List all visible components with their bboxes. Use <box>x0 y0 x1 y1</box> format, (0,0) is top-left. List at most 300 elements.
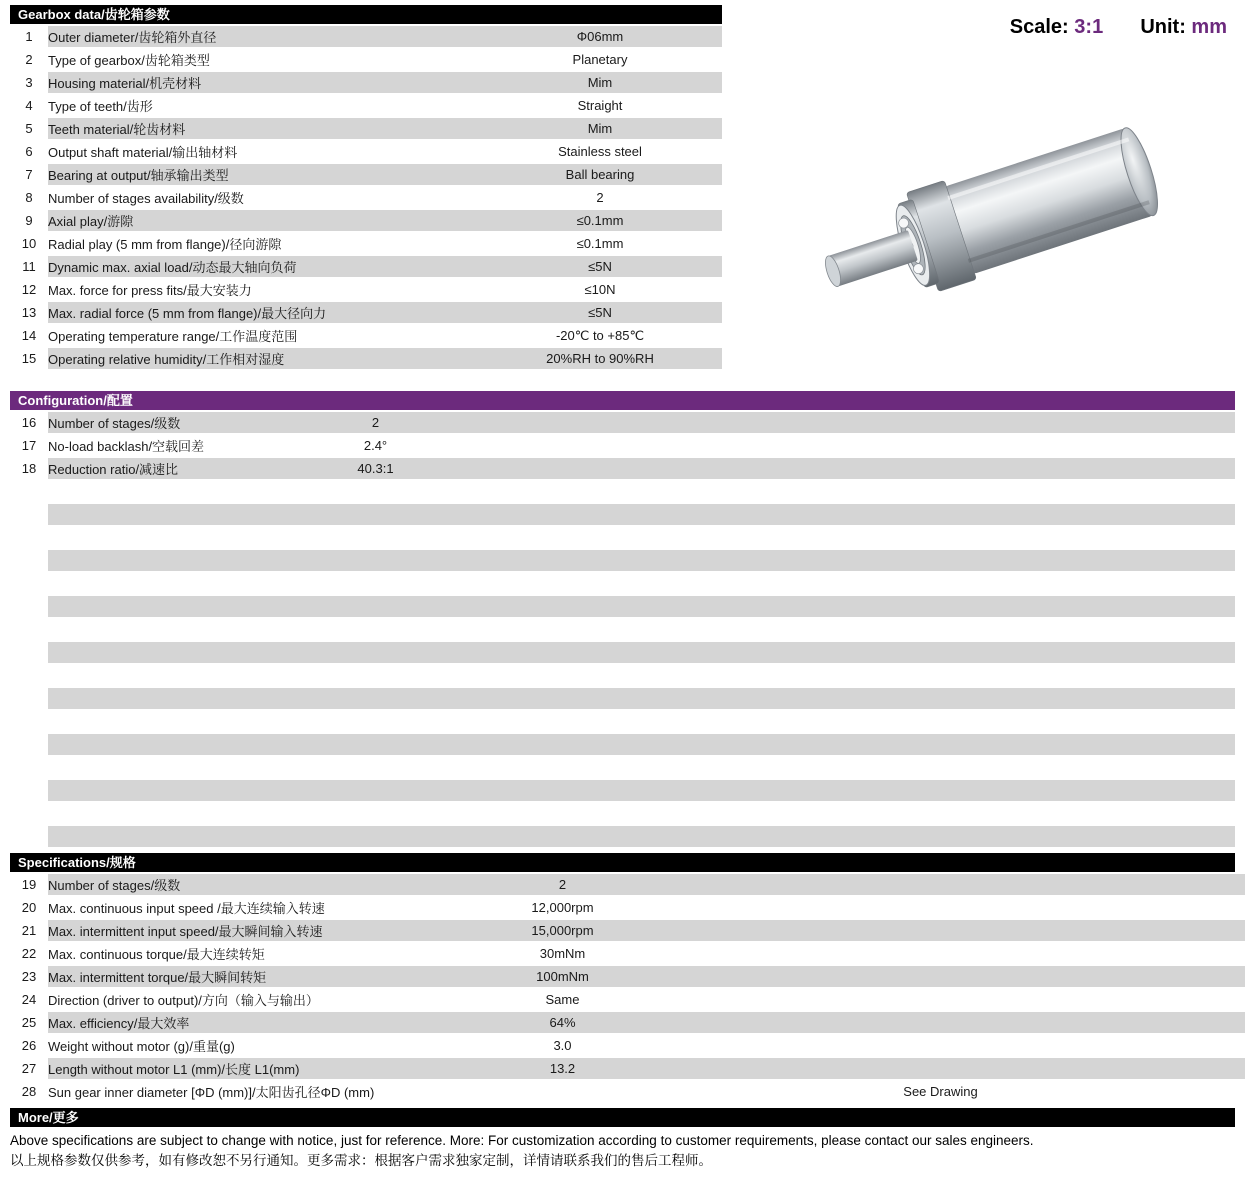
table-row <box>10 412 1235 433</box>
table-row <box>10 348 722 369</box>
row-value-empty <box>853 504 1044 525</box>
row-value-empty <box>1035 1058 1224 1079</box>
row-value: 2.4° <box>363 438 388 453</box>
table-row <box>10 49 722 70</box>
row-value-empty <box>662 688 853 709</box>
row-index: 3 <box>25 75 33 90</box>
row-index: 6 <box>25 144 33 159</box>
table-row <box>10 966 1245 987</box>
row-value-empty <box>1224 1035 1245 1056</box>
table-row <box>10 642 1235 663</box>
row-value <box>280 596 471 617</box>
row-value-empty <box>1035 920 1224 941</box>
row-value-empty <box>662 665 853 686</box>
row-label: Housing material/机壳材料 <box>48 72 478 93</box>
row-value: 12,000rpm <box>531 900 594 915</box>
row-value <box>280 780 471 801</box>
row-value <box>280 665 471 686</box>
row-value: Straight <box>577 98 623 113</box>
row-value <box>280 550 471 571</box>
row-value-empty <box>1224 1012 1245 1033</box>
row-index <box>10 573 48 594</box>
row-value-empty <box>471 573 662 594</box>
row-value: ≤0.1mm <box>576 236 624 251</box>
table-row <box>10 1081 1245 1102</box>
row-value-empty <box>662 803 853 824</box>
row-index: 16 <box>21 415 37 430</box>
row-index <box>10 711 48 732</box>
row-value-empty <box>853 734 1044 755</box>
row-value-empty <box>846 989 1035 1010</box>
row-value-empty <box>662 573 853 594</box>
row-value-empty <box>471 550 662 571</box>
table-row <box>10 688 1235 709</box>
row-label <box>48 504 280 525</box>
row-index: 10 <box>21 236 37 251</box>
row-value-empty <box>1035 989 1224 1010</box>
row-value: 3.0 <box>553 1038 572 1053</box>
unit-value: mm <box>1191 16 1227 38</box>
row-value-empty <box>1044 573 1235 594</box>
row-index <box>10 481 48 502</box>
row-value-empty <box>853 573 1044 594</box>
table-row <box>10 72 722 93</box>
row-label: No-load backlash/空载回差 <box>48 439 205 454</box>
row-label: Max. continuous torque/最大连续转矩 <box>48 947 265 962</box>
table-row <box>10 943 1245 964</box>
row-label <box>48 711 280 732</box>
row-value-empty <box>471 711 662 732</box>
row-value-empty <box>1044 596 1235 617</box>
row-value-empty <box>853 665 1044 686</box>
row-value-empty <box>1044 803 1235 824</box>
row-value: 13.2 <box>468 1058 657 1079</box>
table-row <box>10 596 1235 617</box>
table-row <box>10 256 722 277</box>
row-value-empty <box>853 550 1044 571</box>
row-label: Max. radial force (5 mm from flange)/最大径向力 <box>48 302 478 323</box>
row-index <box>10 688 48 709</box>
row-value-empty <box>1044 826 1235 847</box>
specifications-table <box>10 872 1245 1104</box>
row-value-empty <box>1044 458 1235 479</box>
row-label <box>48 527 280 548</box>
row-label <box>48 619 280 640</box>
row-value-empty <box>657 897 846 918</box>
row-value-empty <box>846 1012 1035 1033</box>
row-value <box>280 527 471 548</box>
row-value-empty <box>662 481 853 502</box>
row-value-empty <box>662 458 853 479</box>
row-index: 11 <box>22 259 36 274</box>
row-label: Sun gear inner diameter [ΦD (mm)]/太阳齿孔径ΦD (mm) <box>48 1085 375 1100</box>
row-label: Max. continuous input speed /最大连续输入转速 <box>48 901 325 916</box>
row-value-empty <box>471 596 662 617</box>
disclaimer-note-en: Above specifications are subject to change with notice, just for reference. More: For customization according to customer requirements, please contact our sales engineers. <box>10 1133 1034 1148</box>
row-index <box>10 826 48 847</box>
row-value-empty <box>1224 874 1245 895</box>
row-value-empty <box>853 711 1044 732</box>
row-index <box>10 619 48 640</box>
gearbox-data-table <box>10 24 722 371</box>
table-row <box>10 325 722 346</box>
row-value-empty <box>657 1035 846 1056</box>
table-row <box>10 95 722 116</box>
row-label <box>48 596 280 617</box>
table-row <box>10 435 1235 456</box>
row-index: 25 <box>21 1015 37 1030</box>
row-value: ≤0.1mm <box>478 210 722 231</box>
row-value-empty <box>1044 504 1235 525</box>
row-label <box>48 688 280 709</box>
more-section <box>10 1108 1235 1171</box>
row-index: 14 <box>21 328 37 343</box>
table-row <box>10 458 1235 479</box>
row-value-empty <box>662 757 853 778</box>
row-value-empty <box>471 435 662 456</box>
row-value-empty <box>846 1058 1035 1079</box>
row-label <box>48 642 280 663</box>
row-value-empty <box>853 619 1044 640</box>
row-value-empty <box>853 757 1044 778</box>
disclaimer-note <box>10 1127 1235 1171</box>
row-value-empty <box>1044 734 1235 755</box>
row-index: 9 <box>25 213 33 228</box>
row-value <box>280 734 471 755</box>
row-label: Max. force for press fits/最大安装力 <box>48 283 252 298</box>
row-value: Mim <box>478 118 722 139</box>
row-value-empty <box>1224 1058 1245 1079</box>
row-value-empty <box>662 550 853 571</box>
row-value-empty <box>1044 642 1235 663</box>
table-row <box>10 734 1235 755</box>
row-value-empty <box>471 780 662 801</box>
row-value <box>280 481 471 502</box>
row-value: -20℃ to +85℃ <box>555 327 645 343</box>
row-value-empty <box>1044 711 1235 732</box>
row-value-empty <box>657 920 846 941</box>
row-index: 13 <box>21 305 37 320</box>
row-value <box>280 619 471 640</box>
table-row <box>10 504 1235 525</box>
row-label <box>48 550 280 571</box>
row-value-empty <box>662 435 853 456</box>
row-value-empty <box>1044 780 1235 801</box>
table-row <box>10 1012 1245 1033</box>
row-value-empty <box>853 458 1044 479</box>
row-value-empty <box>1035 1012 1224 1033</box>
row-label <box>48 665 280 686</box>
row-value-empty <box>853 780 1044 801</box>
row-value-empty <box>846 920 1035 941</box>
row-label: Axial play/游隙 <box>48 210 478 231</box>
row-value <box>280 803 471 824</box>
row-label: Number of stages/级数 <box>48 874 468 895</box>
row-value-empty <box>662 596 853 617</box>
row-index: 12 <box>21 282 37 297</box>
row-value-empty <box>662 642 853 663</box>
row-label: Output shaft material/输出轴材料 <box>48 145 238 160</box>
table-row <box>10 711 1235 732</box>
row-value-empty <box>471 412 662 433</box>
gearbox-data-section <box>10 5 722 371</box>
row-value-empty <box>662 527 853 548</box>
row-index <box>10 527 48 548</box>
row-index: 19 <box>21 877 37 892</box>
row-value-empty <box>1044 757 1235 778</box>
table-row <box>10 164 722 185</box>
row-value-empty <box>471 688 662 709</box>
row-label: Operating relative humidity/工作相对湿度 <box>48 348 478 369</box>
row-index: 4 <box>25 98 33 113</box>
row-value-empty <box>657 943 846 964</box>
row-value: 2 <box>468 874 657 895</box>
row-index: 17 <box>21 438 37 453</box>
configuration-section <box>10 391 1235 872</box>
planetary-gearbox-illustration <box>805 110 1225 310</box>
gearbox-section-header: Gearbox data/齿轮箱参数 <box>10 5 722 24</box>
row-value-empty <box>846 1035 1035 1056</box>
row-index: 23 <box>21 969 37 984</box>
table-row <box>10 897 1245 918</box>
row-index <box>10 780 48 801</box>
row-value: Same <box>545 992 580 1007</box>
gearbox-product-image <box>805 110 1225 310</box>
row-value: Stainless steel <box>558 144 642 159</box>
table-row <box>10 26 722 47</box>
row-value-empty <box>1044 550 1235 571</box>
row-value: 40.3:1 <box>280 458 471 479</box>
row-value-empty <box>853 481 1044 502</box>
row-index: 1 <box>25 29 33 44</box>
table-row <box>10 874 1245 895</box>
table-row <box>10 757 1235 778</box>
row-value: 20%RH to 90%RH <box>478 348 722 369</box>
row-value-empty <box>853 688 1044 709</box>
row-value-empty <box>662 711 853 732</box>
row-value-empty <box>1224 920 1245 941</box>
row-value-empty <box>471 826 662 847</box>
row-value-empty <box>662 619 853 640</box>
row-value: ≤10N <box>584 282 616 297</box>
row-value-empty <box>1035 897 1224 918</box>
row-value <box>280 757 471 778</box>
configuration-table <box>10 410 1235 872</box>
row-value-empty <box>853 826 1044 847</box>
table-row <box>10 279 722 300</box>
row-value-empty <box>471 527 662 548</box>
row-index <box>10 734 48 755</box>
row-value-empty <box>1044 412 1235 433</box>
row-index: 20 <box>21 900 37 915</box>
table-row <box>10 920 1245 941</box>
row-value: 64% <box>468 1012 657 1033</box>
scale-value: 3:1 <box>1074 16 1104 38</box>
row-label: Operating temperature range/工作温度范围 <box>48 329 298 344</box>
row-value: Mim <box>478 72 722 93</box>
row-value-empty <box>1224 966 1245 987</box>
row-value-empty <box>662 734 853 755</box>
row-value: 2 <box>596 190 604 205</box>
row-index <box>10 665 48 686</box>
row-value-empty <box>657 1012 846 1033</box>
row-value-empty <box>657 874 846 895</box>
row-value-empty <box>846 874 1035 895</box>
row-value: Φ06mm <box>478 26 722 47</box>
row-label: Number of stages/级数 <box>48 412 280 433</box>
row-label: Teeth material/轮齿材料 <box>48 118 478 139</box>
row-value <box>280 642 471 663</box>
row-value-empty <box>662 780 853 801</box>
row-value-empty <box>657 1058 846 1079</box>
row-index: 2 <box>25 52 33 67</box>
row-value: ≤5N <box>478 302 722 323</box>
row-value-empty <box>1035 1035 1224 1056</box>
row-label: Radial play (5 mm from flange)/径向游隙 <box>48 237 282 252</box>
table-row <box>10 665 1235 686</box>
table-row <box>10 826 1235 847</box>
row-index <box>10 504 48 525</box>
row-label: Type of gearbox/齿轮箱类型 <box>48 53 210 68</box>
row-value <box>280 573 471 594</box>
row-value: Ball bearing <box>478 164 722 185</box>
row-value: See Drawing <box>903 1084 978 1099</box>
row-value-empty <box>1044 619 1235 640</box>
row-value-empty <box>1044 527 1235 548</box>
row-value: Planetary <box>572 52 628 67</box>
row-value-empty <box>846 897 1035 918</box>
row-value-empty <box>853 527 1044 548</box>
disclaimer-note-cn: 以上规格参数仅供参考，如有修改恕不另行通知。更多需求：根据客户需求独家定制，详情请联系我们的售后工程师。 <box>10 1153 712 1168</box>
row-value-empty <box>657 989 846 1010</box>
table-row <box>10 619 1235 640</box>
row-value-empty <box>471 642 662 663</box>
row-index: 7 <box>25 167 33 182</box>
row-index <box>10 550 48 571</box>
table-row <box>10 187 722 208</box>
row-value <box>280 711 471 732</box>
row-index <box>10 757 48 778</box>
table-row <box>10 233 722 254</box>
row-value-empty <box>846 966 1035 987</box>
row-value: 15,000rpm <box>468 920 657 941</box>
table-row <box>10 550 1235 571</box>
row-value: ≤5N <box>478 256 722 277</box>
table-row <box>10 302 722 323</box>
row-value <box>280 826 471 847</box>
row-value: 2 <box>280 412 471 433</box>
row-index <box>10 642 48 663</box>
row-value-empty <box>471 757 662 778</box>
row-label <box>48 573 280 594</box>
row-index <box>10 596 48 617</box>
row-value <box>280 504 471 525</box>
row-value-empty <box>1224 897 1245 918</box>
table-row <box>10 481 1235 502</box>
row-value-empty <box>1044 688 1235 709</box>
row-value-empty <box>853 596 1044 617</box>
row-value: 30mNm <box>539 946 586 961</box>
row-value-empty <box>662 504 853 525</box>
table-row <box>10 989 1245 1010</box>
table-row <box>10 803 1235 824</box>
table-row <box>10 141 722 162</box>
row-value-empty <box>471 734 662 755</box>
row-label: Max. intermittent input speed/最大瞬间输入转速 <box>48 920 468 941</box>
unit-label: Unit: <box>1140 16 1186 38</box>
row-label: Bearing at output/轴承输出类型 <box>48 164 478 185</box>
row-value-empty <box>1035 874 1224 895</box>
row-value-empty <box>471 619 662 640</box>
row-value-empty <box>471 481 662 502</box>
row-value-empty <box>853 642 1044 663</box>
table-row <box>10 1058 1245 1079</box>
row-label <box>48 757 280 778</box>
row-label: Number of stages availability/级数 <box>48 191 244 206</box>
row-label <box>48 734 280 755</box>
row-value-empty <box>853 803 1044 824</box>
table-row <box>10 1035 1245 1056</box>
row-value-empty <box>1224 943 1245 964</box>
row-value-empty <box>853 412 1044 433</box>
row-value-empty <box>1044 435 1235 456</box>
more-section-header: More/更多 <box>10 1108 1235 1127</box>
row-value-empty <box>471 803 662 824</box>
row-index: 18 <box>21 461 37 476</box>
row-value-empty <box>471 458 662 479</box>
row-label <box>48 803 280 824</box>
row-index: 27 <box>21 1061 37 1076</box>
row-value-empty <box>471 504 662 525</box>
row-value-empty <box>846 943 1035 964</box>
row-index: 22 <box>21 946 37 961</box>
row-label <box>48 826 280 847</box>
row-label: Direction (driver to output)/方向（输入与输出） <box>48 993 319 1008</box>
row-label: Dynamic max. axial load/动态最大轴向负荷 <box>48 256 478 277</box>
row-value-empty <box>853 435 1044 456</box>
row-value-empty <box>471 665 662 686</box>
specifications-section <box>10 853 1235 1104</box>
row-label: Max. efficiency/最大效率 <box>48 1012 468 1033</box>
row-index: 5 <box>25 121 33 136</box>
row-label: Length without motor L1 (mm)/长度 L1(mm) <box>48 1058 468 1079</box>
row-label: Weight without motor (g)/重量(g) <box>48 1039 235 1054</box>
row-index: 15 <box>21 351 37 366</box>
specifications-section-header: Specifications/规格 <box>10 853 1235 872</box>
row-label: Reduction ratio/减速比 <box>48 458 280 479</box>
table-row <box>10 527 1235 548</box>
row-value-empty <box>657 966 846 987</box>
row-label: Outer diameter/齿轮箱外直径 <box>48 26 478 47</box>
row-label <box>48 481 280 502</box>
row-index: 8 <box>25 190 33 205</box>
row-value-empty <box>1044 665 1235 686</box>
row-label: Type of teeth/齿形 <box>48 99 153 114</box>
table-row <box>10 573 1235 594</box>
row-index: 28 <box>21 1084 37 1099</box>
row-index: 26 <box>21 1038 37 1053</box>
row-value-empty <box>1035 966 1224 987</box>
scale-label: Scale: <box>1009 16 1069 38</box>
row-value-empty <box>1044 481 1235 502</box>
row-value-empty <box>662 826 853 847</box>
row-index <box>10 803 48 824</box>
row-index: 21 <box>21 923 37 938</box>
table-row <box>10 210 722 231</box>
configuration-section-header: Configuration/配置 <box>10 391 1235 410</box>
table-row <box>10 780 1235 801</box>
row-value: 100mNm <box>468 966 657 987</box>
